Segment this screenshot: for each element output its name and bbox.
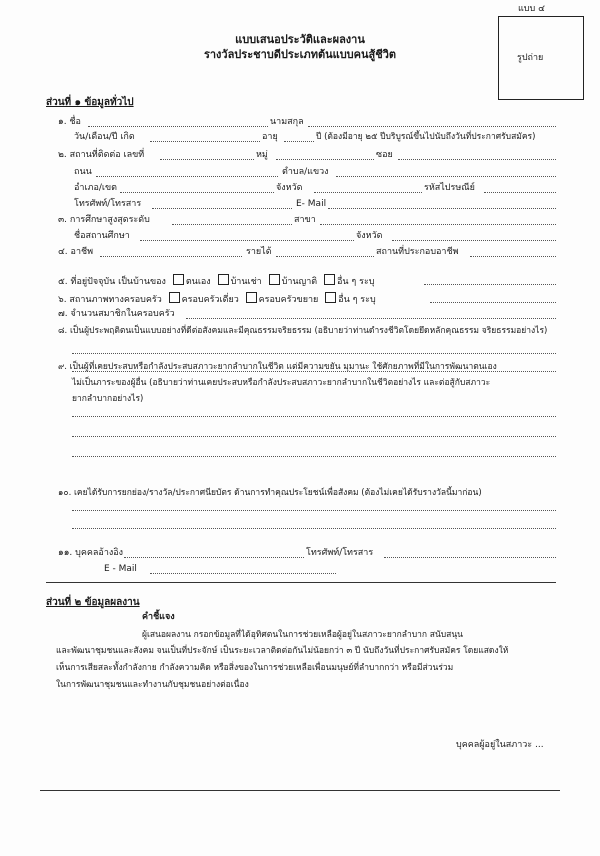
instructions-line1: ผู้เสนอผลงาน กรอกข้อมูลที่ได้อุทิศตนในการช่วยเหลือผู้อยู่ในสภาวะยากลำบาก สนับสนุน [142,630,463,640]
nuclear-family-label: ครอบครัวเดี่ยว [181,295,239,305]
school-label: ชื่อสถานศึกษา [74,231,130,241]
form-subtitle: รางวัลประชาบดีประเภทต้นแบบคนสู้ชีวิต [203,48,397,61]
email-field[interactable] [328,208,556,209]
workplace-label: สถานที่ประกอบอาชีพ [376,247,459,257]
instructions-line2: และพัฒนาชุมชนและสังคม จนเป็นที่ประจักษ์ เป็นระยะเวลาติดต่อกันไม่น้อยกว่า ๓ ปี นับถึงวันที่ประกาศรับสมัคร โดยแสดงให้ [56,646,509,656]
reference-field[interactable] [124,557,304,558]
income-field[interactable] [276,256,374,257]
other-living-checkbox[interactable] [324,274,335,285]
q10-answer-line[interactable] [72,528,556,529]
dob-label: วัน/เดือน/ปี เกิด [74,132,135,142]
email-label: E- Mail [296,199,327,209]
soi-field[interactable] [398,159,556,160]
school-province-label: จังหวัด [356,231,383,241]
page-bottom-line [40,790,560,791]
tambon-field[interactable] [336,176,556,177]
job-field[interactable] [100,256,242,257]
q8-label: ๘. เป็นผู้ประพฤติตนเป็นแบบอย่างที่ดีต่อสังคมและมีคุณธรรมจริยธรรม (อธิบายว่าท่านดำรงชีวิตโดยยึดหลักคุณธรรม จริยธรรมอย่างไร) [58,326,548,336]
members-label: ๗. จำนวนสมาชิกในครอบครัว [58,309,175,319]
other-family-label: อื่น ๆ ระบุ [338,295,376,305]
instructions-line4: ในการพัฒนาชุมชนและทำงานกับชุมชนอย่างต่อเนื่อง [56,680,249,690]
reference-email-label: E - Mail [104,564,137,574]
amphoe-field[interactable] [120,192,274,193]
major-field[interactable] [320,224,556,225]
nuclear-family-checkbox[interactable] [169,292,180,303]
school-province-field[interactable] [392,240,556,241]
q9-label-line2: ไม่เป็นภาระของผู้อื่น (อธิบายว่าท่านเคยประสบหรือกำลังประสบสภาวะยากลำบากในชีวิตอย่างไร และต่อสู้กับสภาวะ [72,378,491,388]
relative-house-label: บ้านญาติ [281,277,318,287]
instructions-line3: เห็นการเสียสละทั้งกำลังกาย กำลังความคิด หรือสิ่งของในการช่วยเหลือเพื่อนมนุษย์ที่ลำบากกว่า หรือมีส่วนร่วม [56,663,454,673]
address-label: ๒. สถานที่ติดต่อ เลขที่ [58,150,145,160]
road-label: ถนน [74,167,92,177]
moo-field[interactable] [276,159,374,160]
rented-label: บ้านเช่า [230,277,262,287]
q9-answer-line[interactable] [72,436,556,437]
other-living-label: อื่น ๆ ระบุ [337,277,375,287]
own-house-label: ตนเอง [185,277,211,287]
amphoe-label: อำเภอ/เขต [74,183,117,193]
name-field[interactable] [88,126,268,127]
age-field[interactable] [284,141,314,142]
province-label: จังหวัด [276,183,303,193]
school-field[interactable] [140,240,354,241]
section1-heading: ส่วนที่ ๑ ข้อมูลทั่วไป [46,97,134,108]
age-label: อายุ [262,132,278,142]
living-label: ๕. ที่อยู่ปัจจุบัน เป็นบ้านของ [58,277,166,287]
relative-house-checkbox[interactable] [269,274,280,285]
photo-box[interactable] [498,16,584,100]
reference-email-field[interactable] [150,573,336,574]
other-family-checkbox[interactable] [325,292,336,303]
section2-heading: ส่วนที่ ๒ ข้อมูลผลงาน [46,597,140,608]
postcode-label: รหัสไปรษณีย์ [424,183,475,193]
house-number-field[interactable] [160,159,254,160]
q8-answer-line[interactable] [72,353,556,354]
family-label: ๖. สถานภาพทางครอบครัว [58,295,162,305]
photo-label: รูปถ่าย [517,53,544,63]
reference-phone-field[interactable] [384,557,556,558]
dob-field[interactable] [150,141,260,142]
workplace-field[interactable] [470,256,556,257]
education-field[interactable] [172,224,292,225]
reference-phone-label: โทรศัพท์/โทรสาร [306,548,374,558]
job-label: ๔. อาชีพ [58,247,94,257]
instructions-title: คำชี้แจง [142,612,175,622]
road-field[interactable] [96,176,278,177]
living-row [58,274,375,288]
q9-label-line3: ยากลำบากอย่างไร) [72,394,144,404]
footer-note: บุคคลผู้อยู่ในสภาวะ ... [456,740,544,750]
q9-label-line1: ๙. เป็นผู้ที่เคยประสบหรือกำลังประสบสภาวะยากลำบากในชีวิต แต่มีความขยัน มุมานะ ใช้ศักยภาพที่มีในการพัฒนาตนเอง [58,362,497,372]
education-label: ๓. การศึกษาสูงสุดระดับ [58,215,150,225]
q10-answer-line[interactable] [72,510,556,511]
province-field[interactable] [314,192,422,193]
name-label: ๑. ชื่อ [58,117,81,127]
members-field[interactable] [186,318,556,319]
rented-checkbox[interactable] [218,274,229,285]
extended-family-checkbox[interactable] [246,292,257,303]
surname-label: นามสกุล [270,117,304,127]
form-number: แบบ ๔ [518,4,545,14]
soi-label: ซอย [376,150,393,160]
other-family-field[interactable] [430,302,556,303]
tambon-label: ตำบล/แขวง [282,167,329,177]
postcode-field[interactable] [484,192,556,193]
phone-field[interactable] [152,208,292,209]
income-label: รายได้ [246,247,272,257]
q10-label: ๑๐. เคยได้รับการยกย่อง/รางวัล/ประกาศนียบัตร ด้านการทำคุณประโยชน์เพื่อสังคม (ต้องไม่เคยได้รับรางวัลนี้มาก่อน) [58,488,482,498]
age-note: ปี (ต้องมีอายุ ๒๕ ปีบริบูรณ์ขึ้นไปนับถึงวันที่ประกาศรับสมัคร) [316,132,536,142]
reference-label: ๑๑. บุคคลอ้างอิง [58,548,124,558]
section-divider [46,582,556,583]
other-living-field[interactable] [424,284,556,285]
major-label: สาขา [294,215,316,225]
phone-label: โทรศัพท์/โทรสาร [74,199,142,209]
q9-answer-line[interactable] [72,416,556,417]
moo-label: หมู่ [256,150,268,160]
extended-family-label: ครอบครัวขยาย [258,295,319,305]
family-row [58,292,376,306]
own-house-checkbox[interactable] [173,274,184,285]
q9-answer-line[interactable] [72,456,556,457]
form-title: แบบเสนอประวัติและผลงาน [235,33,365,46]
surname-field[interactable] [308,126,556,127]
